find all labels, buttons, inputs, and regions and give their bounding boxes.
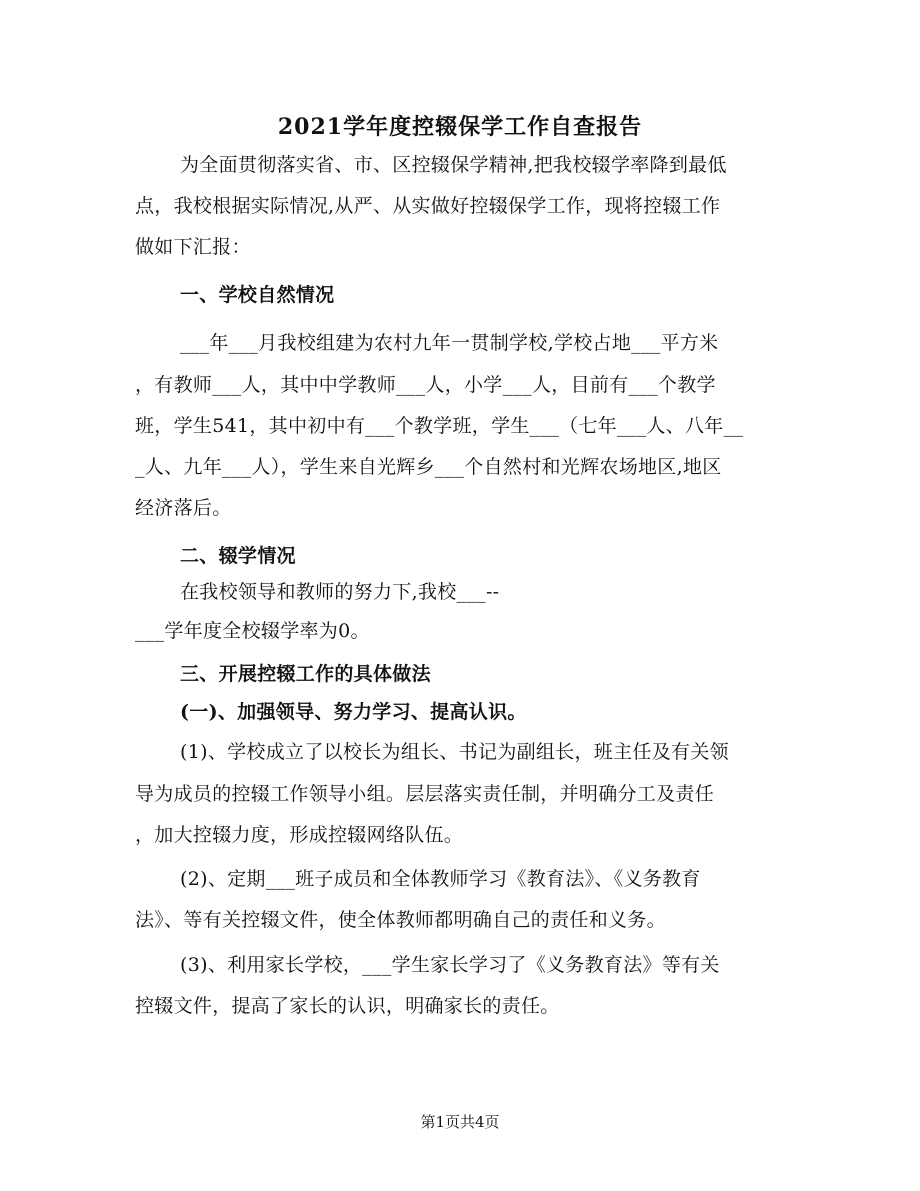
paragraph-line: 法》、等有关控辍文件，使全体教师都明确自己的责任和义务。 [135,909,666,931]
section-heading: 三、开展控辍工作的具体做法 [180,663,431,685]
paragraph-line: ，加大控辍力度，形成控辍网络队伍。 [135,824,464,846]
section-heading: 二、辍学情况 [180,545,296,567]
paragraph-line: 为全面贯彻落实省、市、区控辍保学精神,把我校辍学率降到最低 [180,154,727,176]
paragraph-line: 导为成员的控辍工作领导小组。层层落实责任制，并明确分工及责任 [135,783,715,805]
paragraph-line: 做如下汇报： [135,236,251,258]
document-title: 2021学年度控辍保学工作自查报告 [277,114,643,140]
paragraph-line: ___学年度全校辍学率为0。 [135,620,370,642]
paragraph-line: ___年___月我校组建为农村九年一贯制学校,学校占地___平方米 [180,332,719,354]
section-heading: 一、学校自然情况 [180,284,335,306]
paragraph-line: (3)、利用家长学校，___学生家长学习了《义务教育法》等有关 [180,954,720,976]
paragraph-line: 点，我校根据实际情况,从严、从实做好控辍保学工作，现将控辍工作 [135,195,721,217]
paragraph-line: 在我校领导和教师的努力下,我校___-- [180,581,500,603]
subsection-heading: (一)、加强领导、努力学习、提高认识。 [180,701,527,723]
paragraph-line: 班，学生541，其中初中有___个教学班，学生___（七年___人、八年__ [135,415,744,437]
paragraph-line: 经济落后。 [135,497,232,519]
paragraph-line: ，有教师___人，其中中学教师___人，小学___人，目前有___个教学 [135,374,716,396]
paragraph-line: _人、九年___人），学生来自光辉乡___个自然村和光辉农场地区,地区 [135,456,722,478]
page-number: 第1页共4页 [420,1113,500,1131]
paragraph-line: (1)、学校成立了以校长为组长、书记为副组长，班主任及有关领 [180,741,729,763]
paragraph-line: 控辍文件，提高了家长的认识，明确家长的责任。 [135,995,560,1017]
paragraph-line: (2)、定期___班子成员和全体教师学习《教育法》、《义务教育 [180,868,701,890]
